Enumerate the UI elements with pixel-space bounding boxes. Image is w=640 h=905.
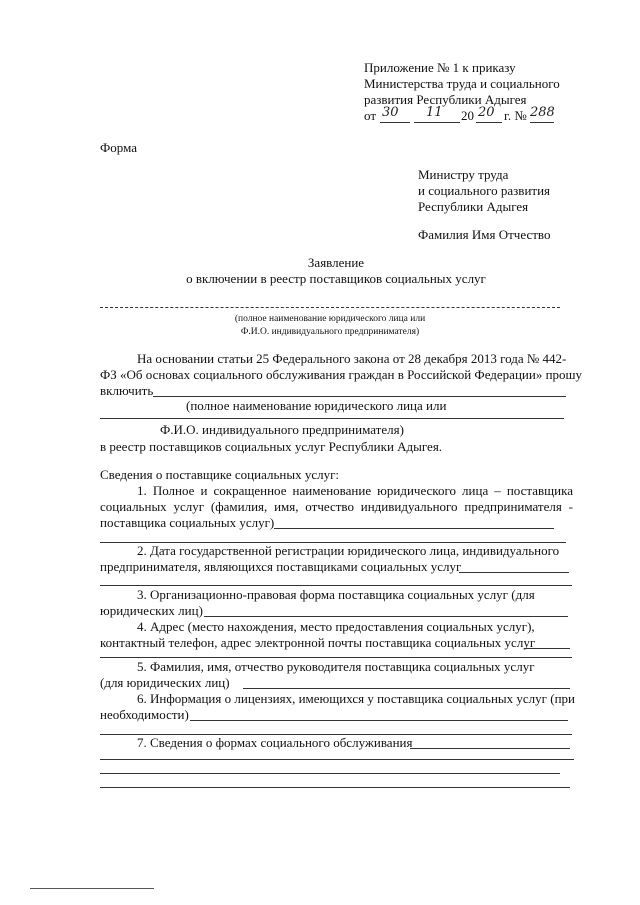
date-year: 20 [478, 105, 495, 120]
include-name-field-2[interactable] [100, 418, 564, 419]
paragraph-line-1: На основании статьи 25 Федерального закона от 28 декабря 2013 года № 442- [137, 351, 567, 366]
item2-field-2[interactable] [100, 585, 572, 586]
item4-field-2[interactable] [100, 657, 572, 658]
applicant-caption-2: Ф.И.О. индивидуального предпринимателя) [240, 327, 420, 337]
item3-line-1: 3. Организационно-правовая форма поставщика социальных услуг (для [137, 587, 535, 602]
item4-line-1: 4. Адрес (место нахождения, место предоставления социальных услуг), [137, 619, 535, 634]
addressee-line-1: Министру труда [418, 167, 509, 182]
include-name-field[interactable] [153, 396, 566, 397]
addressee-name: Фамилия Имя Отчество [418, 227, 551, 242]
form-label: Форма [100, 140, 137, 155]
applicant-caption-1: (полное наименование юридического лица или [234, 314, 426, 324]
item6-line-1: 6. Информация о лицензиях, имеющихся у поставщика социальных услуг (при [137, 691, 575, 706]
item3-field[interactable] [204, 616, 568, 617]
appendix-line-1: Приложение № 1 к приказу [364, 60, 516, 75]
paragraph-line-3: включить [100, 383, 154, 398]
item1-line-3: поставщика социальных услуг) [100, 515, 275, 530]
addressee-line-3: Республики Адыгея [418, 199, 529, 214]
date-prefix: от [364, 108, 377, 123]
paragraph-line-2: ФЗ «Об основах социального обслуживания граждан в Российской Федерации» прошу [100, 367, 583, 382]
item2-field[interactable] [459, 572, 569, 573]
item6-line-2: необходимости) [100, 707, 189, 722]
item6-field[interactable] [190, 720, 568, 721]
item4-field[interactable] [524, 648, 570, 649]
item7-field-4[interactable] [100, 787, 570, 788]
item1-line-2: социальных услуг (фамилия, имя, отчество индивидуального предпринимателя - [100, 499, 573, 514]
item2-line-2: предпринимателя, являющихся поставщиками социальных услуг [100, 559, 462, 574]
item7-line-1: 7. Сведения о формах социального обслуживания [137, 735, 413, 750]
item7-field-2[interactable] [100, 759, 574, 760]
item5-field[interactable] [243, 688, 570, 689]
paragraph-line-4: в реестр поставщиков социальных услуг Республики Адыгея. [100, 439, 443, 454]
date-year-prefix: 20 [461, 108, 474, 123]
date-month: 11 [426, 105, 443, 120]
footnote-separator [30, 888, 154, 889]
date-suffix: г. № [504, 108, 527, 123]
item2-line-1: 2. Дата государственной регистрации юридического лица, индивидуального [137, 543, 560, 558]
include-caption-1: (полное наименование юридического лица или [186, 398, 447, 413]
addressee-line-2: и социального развития [418, 183, 551, 198]
order-number: 288 [530, 105, 555, 120]
include-caption-2: Ф.И.О. индивидуального предпринимателя) [160, 422, 404, 437]
document-title: Заявление [307, 255, 365, 270]
item5-line-1: 5. Фамилия, имя, отчество руководителя поставщика социальных услуг [137, 659, 535, 674]
applicant-name-field[interactable] [100, 307, 560, 308]
document-subtitle: о включении в реестр поставщиков социальных услуг [186, 271, 486, 286]
item4-line-2: контактный телефон, адрес электронной почты поставщика социальных услуг [100, 635, 536, 650]
date-day: 30 [382, 105, 399, 120]
item5-line-2: (для юридических лиц) [100, 675, 230, 690]
item7-field[interactable] [410, 748, 570, 749]
appendix-line-3: развития Республики Адыгея [364, 92, 527, 107]
item3-line-2: юридических лиц) [100, 603, 203, 618]
item1-field[interactable] [274, 528, 554, 529]
item1-line-1: 1. Полное и сокращенное наименование юридического лица – поставщика [137, 483, 573, 498]
appendix-line-2: Министерства труда и социального [364, 76, 560, 91]
item7-field-3[interactable] [100, 773, 560, 774]
details-heading: Сведения о поставщике социальных услуг: [100, 467, 340, 482]
